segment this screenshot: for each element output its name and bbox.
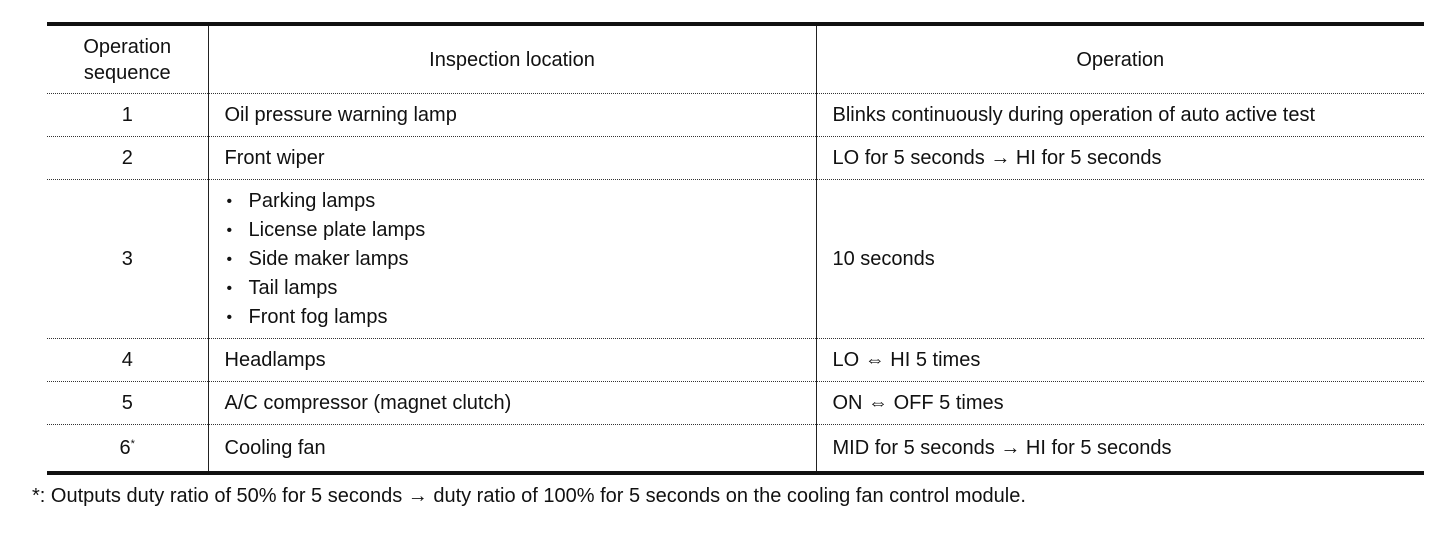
sequence-cell: 2 [47, 137, 208, 180]
operation-cell: Blinks continuously during operation of auto active test [816, 94, 1424, 137]
footnote: *: Outputs duty ratio of 50% for 5 seconds → duty ratio of 100% for 5 seconds on the cooling fan control module. [32, 485, 1026, 507]
operation-cell: LO ⇔ HI 5 times [816, 339, 1424, 382]
list-item: • Parking lamps [225, 187, 800, 216]
header-inspection-location: Inspection location [208, 24, 816, 94]
header-operation-sequence [47, 24, 208, 94]
table-row [47, 339, 1424, 382]
location-cell: Oil pressure warning lamp [208, 94, 816, 137]
operation-cell: 10 seconds [816, 180, 1424, 339]
sequence-number: 6 [119, 436, 131, 459]
table-header-row [47, 24, 1424, 94]
operation-cell: MID for 5 seconds → HI for 5 seconds [816, 425, 1424, 474]
table-row [47, 382, 1424, 425]
sequence-cell [47, 425, 208, 474]
list-item: • License plate lamps [225, 216, 800, 245]
location-cell: A/C compressor (magnet clutch) [208, 382, 816, 425]
table-row [47, 180, 1424, 339]
header-seq-line2: sequence [83, 61, 171, 84]
header-operation: Operation [816, 24, 1424, 94]
operation-table [47, 22, 1424, 475]
table-row [47, 94, 1424, 137]
table-row [47, 425, 1424, 474]
location-cell [208, 180, 816, 339]
location-cell: Front wiper [208, 137, 816, 180]
list-item: • Front fog lamps [225, 303, 800, 332]
operation-cell: LO for 5 seconds → HI for 5 seconds [816, 137, 1424, 180]
location-cell: Headlamps [208, 339, 816, 382]
table-row [47, 137, 1424, 180]
location-bullet-list [225, 187, 800, 332]
sequence-cell: 5 [47, 382, 208, 425]
location-cell: Cooling fan [208, 425, 816, 474]
header-seq-line1: Operation [83, 35, 172, 58]
sequence-cell: 3 [47, 180, 208, 339]
list-item: • Side maker lamps [225, 245, 800, 274]
operation-cell: ON ⇔ OFF 5 times [816, 382, 1424, 425]
list-item: • Tail lamps [225, 274, 800, 303]
footnote-marker: * [130, 437, 135, 450]
sequence-cell: 1 [47, 94, 208, 137]
sequence-cell: 4 [47, 339, 208, 382]
